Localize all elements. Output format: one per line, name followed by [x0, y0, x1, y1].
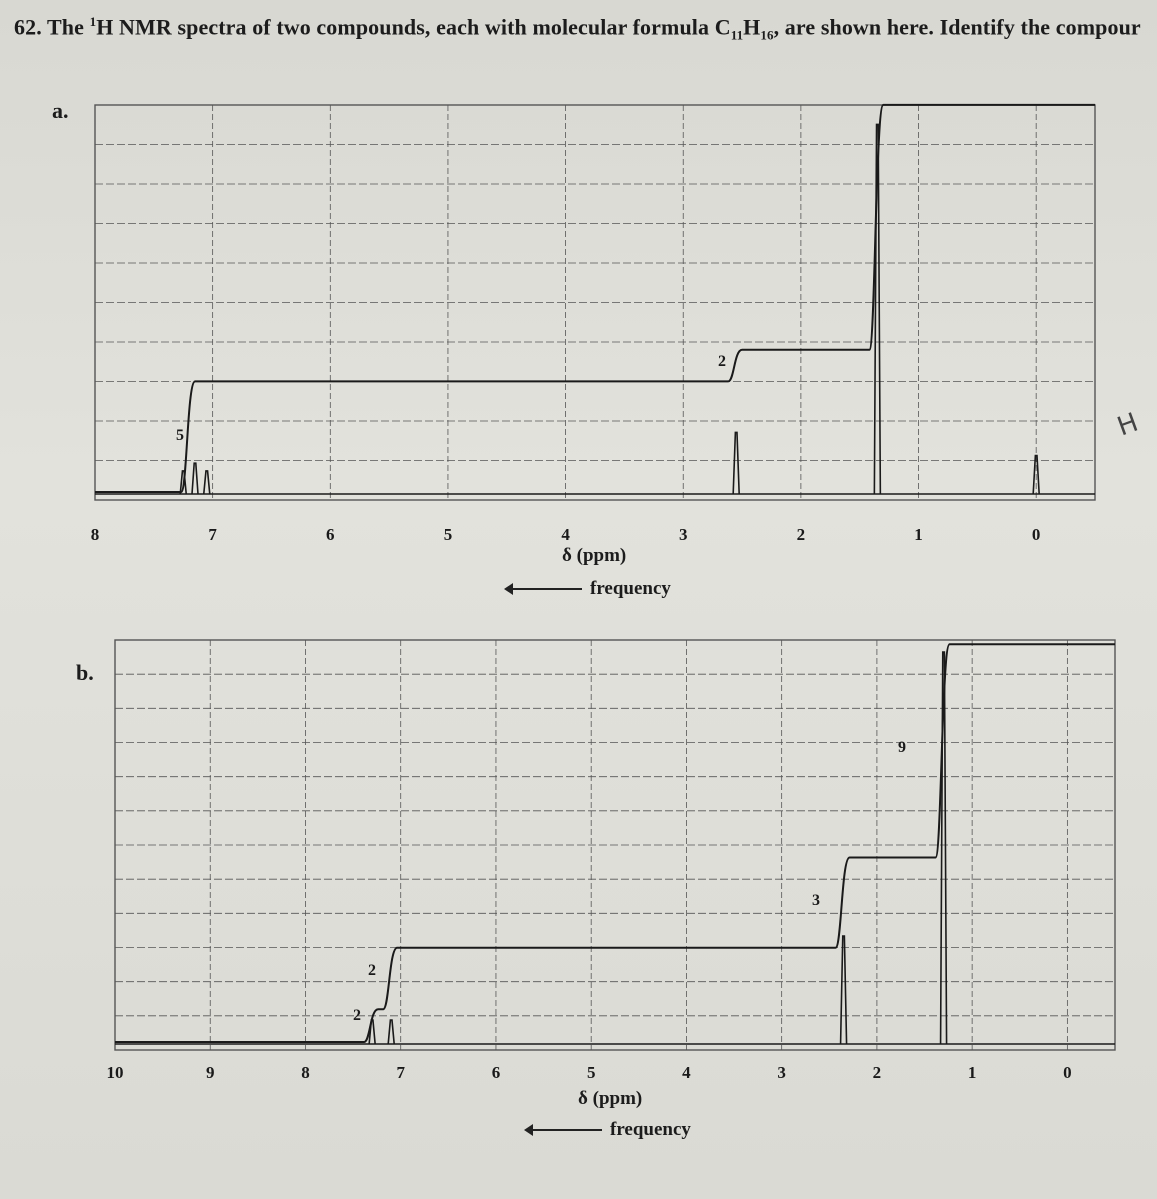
spectrum-peak	[204, 471, 210, 494]
panel-a-label: a.	[52, 98, 69, 123]
frequency-arrow-icon	[530, 1129, 602, 1131]
x-tick-label: 2	[872, 1063, 882, 1082]
integration-curve	[95, 105, 1095, 492]
formula-subscript-h: 16	[760, 27, 774, 43]
x-tick-label: 2	[796, 525, 806, 544]
spectrum-peak	[192, 463, 198, 494]
x-tick-label: 0	[1031, 525, 1041, 544]
spectrum-peak	[733, 432, 739, 494]
integration-curve	[115, 644, 1115, 1042]
spectrum-b-frequency	[530, 1119, 691, 1141]
question-text-before: The	[47, 14, 84, 40]
nucleus-superscript: 1	[89, 14, 97, 29]
integration-label: 2	[368, 962, 376, 979]
x-tick-label: 3	[678, 525, 688, 544]
x-tick-label: 4	[561, 525, 570, 544]
x-tick-label: 10	[106, 1063, 124, 1082]
question-text-after: , are shown here. Identify the compour	[773, 14, 1141, 40]
x-tick-label: 0	[1063, 1063, 1072, 1082]
spectrum-a-frequency-label: frequency	[590, 578, 671, 599]
spectrum-a-xlabel: δ (ppm)	[562, 545, 627, 566]
integration-label: 3	[812, 892, 820, 909]
spectrum-peak	[841, 936, 847, 1044]
formula-subscript-c: 11	[730, 27, 744, 43]
x-tick-label: 6	[491, 1063, 501, 1082]
integration-label: 2	[718, 353, 726, 370]
spectrum-peak	[388, 1020, 394, 1044]
x-tick-label: 8	[301, 1063, 310, 1082]
x-tick-label: 5	[443, 525, 453, 544]
x-tick-label: 3	[777, 1063, 786, 1082]
x-tick-label: 4	[682, 1063, 691, 1082]
spectrum-b-frequency-label: frequency	[610, 1119, 691, 1140]
frequency-arrow-icon	[510, 588, 582, 590]
question-number: 62.	[14, 14, 42, 40]
panel-b-label: b.	[76, 660, 94, 685]
question-text-mid: H NMR spectra of two compounds, each with molecular formula C	[96, 14, 731, 40]
x-tick-label: 1	[967, 1063, 977, 1082]
x-tick-label: 8	[90, 525, 100, 544]
spectrum-b	[107, 640, 1116, 1082]
x-tick-label: 1	[914, 525, 923, 544]
integration-label: 2	[353, 1007, 361, 1024]
spectrum-a-frequency	[510, 578, 671, 600]
integration-label: 9	[898, 739, 906, 756]
x-tick-label: 9	[205, 1063, 215, 1082]
x-tick-label: 6	[326, 525, 335, 544]
x-tick-label: 7	[208, 525, 217, 544]
x-tick-label: 7	[396, 1063, 405, 1082]
formula-h: H	[743, 14, 761, 40]
spectrum-a	[91, 105, 1095, 544]
x-tick-label: 5	[586, 1063, 596, 1082]
integration-label: 5	[176, 427, 184, 444]
handwritten-margin-mark: H	[1113, 407, 1143, 443]
spectrum-b-xlabel: δ (ppm)	[578, 1088, 643, 1109]
